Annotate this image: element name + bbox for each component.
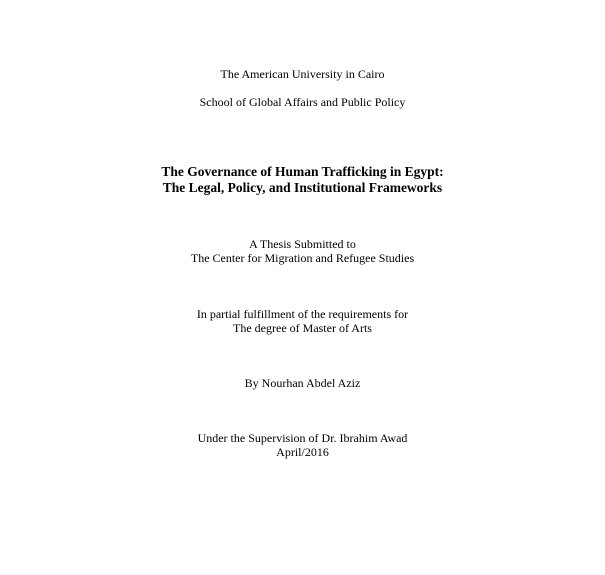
- school-name: School of Global Affairs and Public Policy: [199, 95, 406, 109]
- submission-line-2: The Center for Migration and Refugee Studies: [190, 251, 415, 265]
- submission-line-1: A Thesis Submitted to: [249, 237, 356, 251]
- thesis-title-line-2: The Legal, Policy, and Institutional Frameworks: [162, 180, 443, 195]
- supervisor-line: Under the Supervision of Dr. Ibrahim Awad: [197, 431, 408, 445]
- author-line: By Nourhan Abdel Aziz: [244, 376, 361, 390]
- date-line: April/2016: [276, 445, 329, 459]
- fulfillment-line-1: In partial fulfillment of the requirements for: [196, 307, 409, 321]
- university-name: The American University in Cairo: [220, 67, 385, 81]
- degree-line: The degree of Master of Arts: [233, 321, 372, 335]
- thesis-title-line-1: The Governance of Human Trafficking in Egypt:: [161, 164, 444, 179]
